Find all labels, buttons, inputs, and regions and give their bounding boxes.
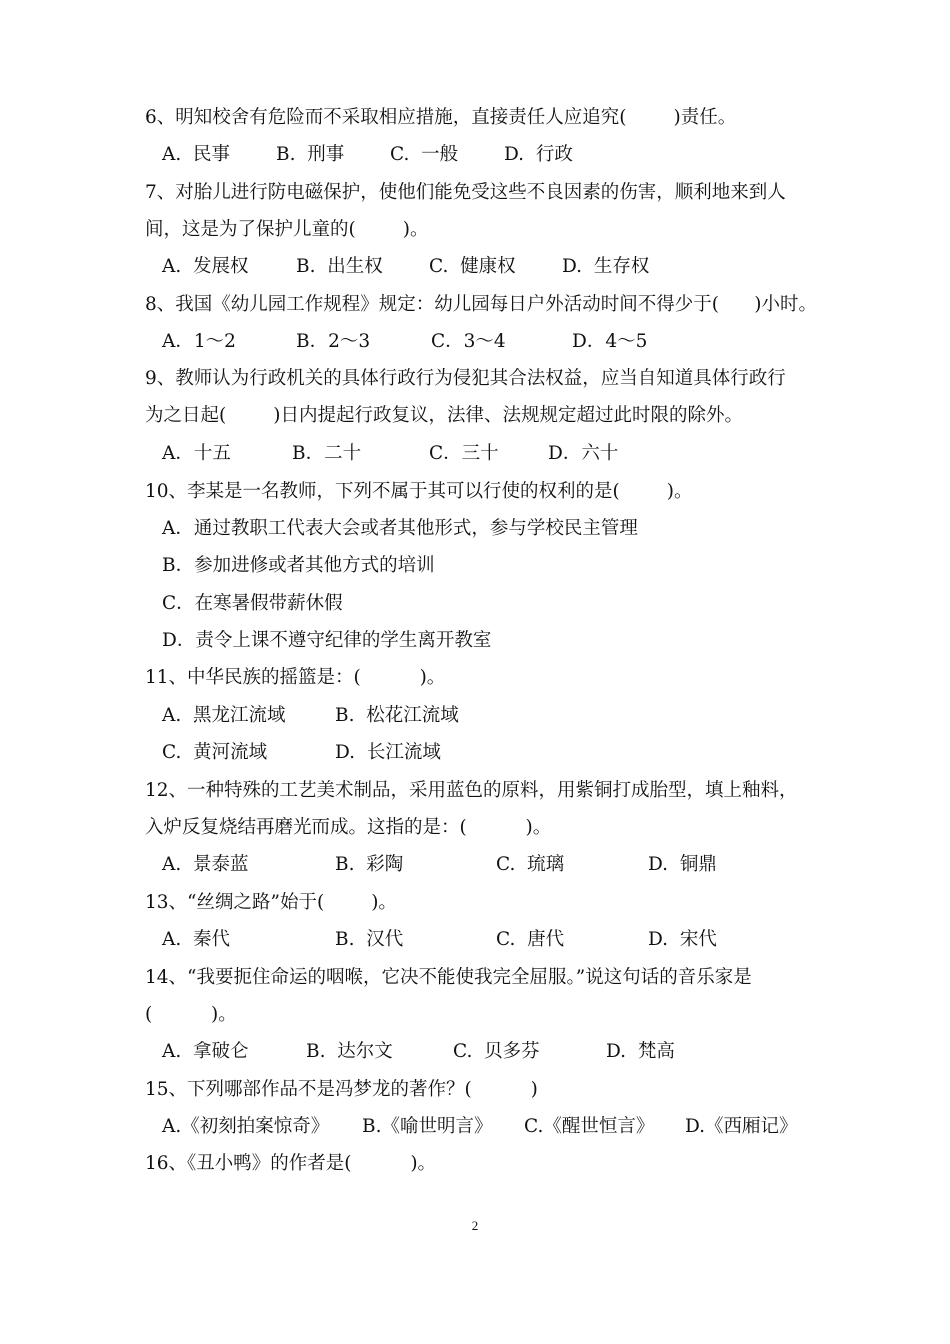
question-15-stem: 15、下列哪部作品不是冯梦龙的著作？( ): [145, 1079, 538, 1100]
question-15-option-c: C.《醒世恒言》: [524, 1116, 655, 1137]
question-14-option-a: A. 拿破仑: [162, 1041, 249, 1062]
question-6-option-a: A. 民事: [162, 144, 231, 165]
question-10-option-b: B．参加进修或者其他方式的培训: [162, 555, 435, 576]
question-12-stem-line-1: 12、一种特殊的工艺美术制品，采用蓝色的原料，用紫铜打成胎型，填上釉料，: [145, 780, 798, 801]
question-14-option-d: D. 梵高: [606, 1041, 675, 1062]
question-13-stem: 13、“丝绸之路”始于( )。: [145, 892, 397, 913]
question-8-option-c: C．3～4: [431, 331, 506, 352]
question-9-stem-line-2: 为之日起( )日内提起行政复议，法律、法规规定超过此时限的除外。: [145, 405, 743, 426]
question-11-option-d: D. 长江流域: [335, 742, 441, 763]
question-6-stem: 6、明知校舍有危险而不采取相应措施，直接责任人应追究( )责任。: [145, 107, 737, 128]
question-15-option-d: D.《西厢记》: [685, 1116, 798, 1137]
question-10-stem: 10、李某是一名教师，下列不属于其可以行使的权利的是( )。: [145, 481, 693, 502]
page-number: 2: [471, 1218, 479, 1233]
question-15-option-b: B.《喻世明言》: [362, 1116, 493, 1137]
question-14-stem-line-1: 14、“我要扼住命运的咽喉，它决不能使我完全屈服。”说这句话的音乐家是: [145, 967, 752, 988]
question-11-option-c: C. 黄河流域: [162, 742, 268, 763]
question-7-option-d: D. 生存权: [562, 256, 650, 277]
question-9-option-b: B．二十: [292, 443, 362, 464]
question-16-stem: 16、《丑小鸭》的作者是( )。: [145, 1153, 437, 1174]
question-8-option-a: A．1～2: [162, 331, 236, 352]
question-10-option-d: D．责令上课不遵守纪律的学生离开教室: [162, 630, 492, 651]
question-9-option-c: C．三十: [429, 443, 499, 464]
question-12-option-c: C. 琉璃: [496, 854, 565, 875]
question-10-option-c: C．在寒暑假带薪休假: [162, 593, 343, 614]
question-14-option-c: C. 贝多芬: [453, 1041, 540, 1062]
question-12-stem-line-2: 入炉反复烧结再磨光而成。这指的是：( )。: [145, 817, 552, 838]
question-11-stem: 11、中华民族的摇篮是：( )。: [145, 667, 446, 688]
question-12-option-d: D. 铜鼎: [648, 854, 717, 875]
question-13-option-c: C. 唐代: [496, 929, 565, 950]
question-13-option-d: D. 宋代: [648, 929, 717, 950]
question-9-option-a: A．十五: [162, 443, 231, 464]
question-12-option-a: A. 景泰蓝: [162, 854, 249, 875]
question-8-option-b: B．2～3: [296, 331, 371, 352]
question-12-option-b: B. 彩陶: [335, 854, 404, 875]
question-11-option-b: B. 松花江流域: [335, 705, 459, 726]
question-6-option-c: C. 一般: [390, 144, 459, 165]
question-6-option-b: B. 刑事: [276, 144, 345, 165]
question-13-option-b: B. 汉代: [335, 929, 404, 950]
question-11-option-a: A. 黑龙江流域: [162, 705, 286, 726]
question-7-stem-line-2: 间，这是为了保护儿童的( )。: [145, 219, 429, 240]
question-7-option-b: B. 出生权: [296, 256, 383, 277]
question-9-stem-line-1: 9、教师认为行政机关的具体行政行为侵犯其合法权益，应当自知道具体行政行: [145, 368, 786, 389]
question-10-option-a: A．通过教职工代表大会或者其他形式，参与学校民主管理: [162, 518, 638, 539]
question-14-option-b: B. 达尔文: [306, 1041, 393, 1062]
question-7-option-c: C. 健康权: [429, 256, 516, 277]
question-14-stem-line-2: ( )。: [145, 1004, 237, 1025]
question-13-option-a: A. 秦代: [162, 929, 231, 950]
question-7-stem-line-1: 7、对胎儿进行防电磁保护，使他们能免受这些不良因素的伤害，顺利地来到人: [145, 182, 786, 203]
question-15-option-a: A.《初刻拍案惊奇》: [162, 1116, 330, 1137]
question-6-option-d: D. 行政: [504, 144, 573, 165]
question-7-option-a: A. 发展权: [162, 256, 249, 277]
question-8-stem: 8、我国《幼儿园工作规程》规定：幼儿园每日户外活动时间不得少于( )小时。: [145, 294, 817, 315]
question-9-option-d: D．六十: [548, 443, 619, 464]
question-8-option-d: D．4～5: [572, 331, 648, 352]
